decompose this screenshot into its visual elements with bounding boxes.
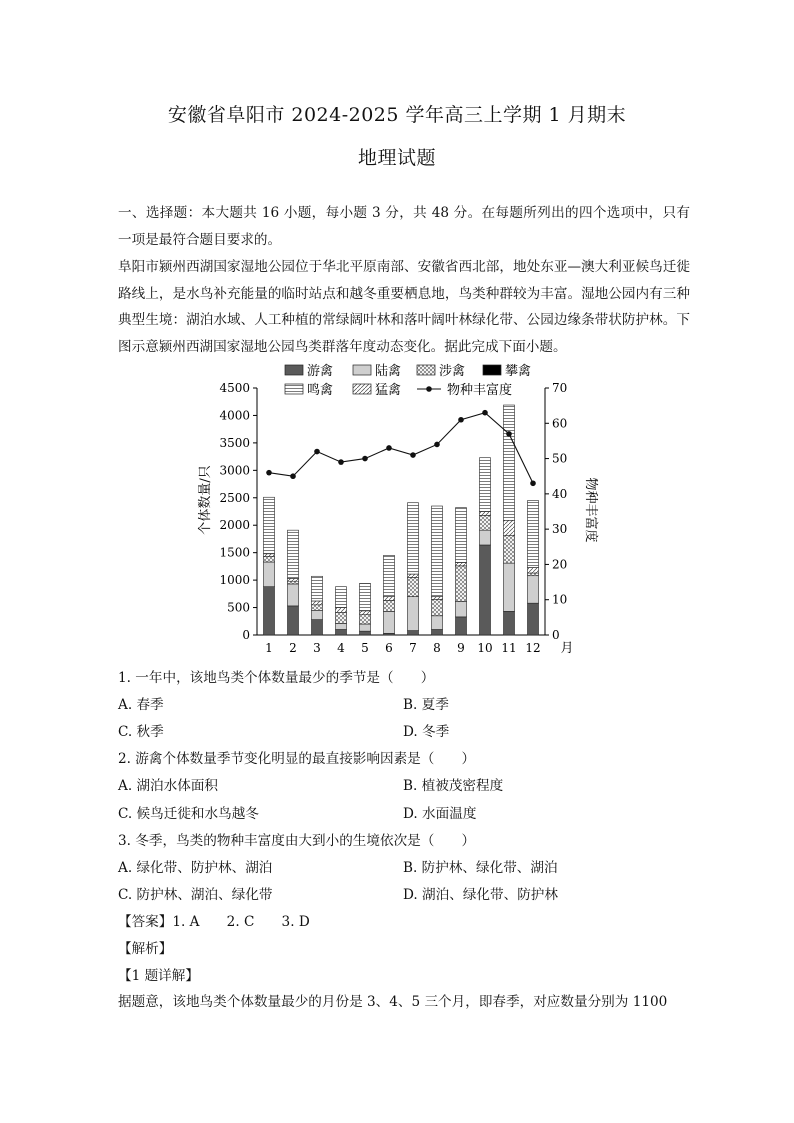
bar-segment xyxy=(288,584,299,606)
bar-segment xyxy=(336,612,347,623)
bar-segment xyxy=(432,630,443,635)
section-intro: 一、选择题：本大题共 16 小题，每小题 3 分，共 48 分。在每题所列出的四个选项中，只有一项是最符合题目要求的。 xyxy=(118,205,690,248)
bar-segment xyxy=(288,606,299,635)
bird-dynamics-chart xyxy=(185,360,615,660)
y-tick-label: 4000 xyxy=(219,408,250,423)
bar-segment xyxy=(312,605,323,610)
title-line-1: 安徽省阜阳市 2024-2025 学年高三上学期 1 月期末 xyxy=(167,104,627,126)
x-axis-label: 月 xyxy=(560,641,574,656)
bar-segment xyxy=(504,520,515,535)
bar-segment xyxy=(528,567,539,572)
x-tick-label: 8 xyxy=(433,641,441,655)
bar-segment xyxy=(360,615,371,624)
bar-segment xyxy=(408,597,419,631)
y2-tick-label: 50 xyxy=(552,451,568,466)
question-3-stem: 3. 冬季，鸟类的物种丰富度由大到小的生境依次是（ ） xyxy=(118,833,476,849)
bar-segment xyxy=(408,503,419,574)
richness-point xyxy=(338,459,344,465)
passage: 阜阳市颍州西湖国家湿地公园位于华北平原南部、安徽省西北部，地处东亚—澳大利亚候鸟迁徙路线上，是水鸟补充能量的临时站点和越冬重要栖息地，鸟类种群较为丰富。湿地公园内有三种典型生境：湖泊水域、人工种植的常绿阔叶林和落叶阔叶林绿化带、公园边缘条带状防护林。下图示意颍州西湖国家湿地公园鸟类群落年度动态变化。据此完成下面小题。 xyxy=(118,259,690,355)
y-tick-label: 500 xyxy=(227,600,250,615)
bar-segment xyxy=(312,610,323,619)
richness-point xyxy=(266,470,272,476)
bar-segment xyxy=(264,557,275,562)
richness-line xyxy=(269,413,533,484)
x-tick-label: 5 xyxy=(361,641,369,655)
legend-swatch xyxy=(285,365,303,375)
richness-point xyxy=(506,431,512,437)
bar-segment xyxy=(432,616,443,630)
bar-segment xyxy=(504,563,515,611)
legend-label: 鸣禽 xyxy=(307,383,334,398)
legend-label: 物种丰富度 xyxy=(447,383,513,398)
bar-segment xyxy=(360,624,371,631)
bar-segment xyxy=(480,515,491,530)
x-tick-label: 3 xyxy=(313,641,321,655)
legend-line-marker xyxy=(426,386,432,392)
richness-point xyxy=(290,473,296,479)
bar-segment xyxy=(480,458,491,512)
chart-legend xyxy=(285,363,531,398)
y2-tick-label: 20 xyxy=(552,557,568,572)
x-tick-label: 4 xyxy=(337,641,345,655)
bar-segment xyxy=(360,583,371,610)
bar-segment xyxy=(504,405,515,520)
y2-tick-label: 70 xyxy=(552,381,568,395)
bar-segment xyxy=(312,601,323,605)
legend-swatch xyxy=(353,384,371,394)
legend-swatch xyxy=(417,365,435,375)
bar-segment xyxy=(432,506,443,597)
bar-segment xyxy=(408,574,419,577)
bar-segment xyxy=(432,599,443,615)
legend-label: 陆禽 xyxy=(375,364,402,379)
richness-point xyxy=(410,452,416,458)
bar-segment xyxy=(480,530,491,545)
y2-axis-label: 物种丰富度 xyxy=(583,477,598,543)
bar-segment xyxy=(336,623,347,629)
x-tick-label: 6 xyxy=(385,641,393,655)
richness-point xyxy=(482,410,488,416)
legend-swatch xyxy=(285,384,303,394)
bar-segment xyxy=(288,530,299,578)
bar-segment xyxy=(264,587,275,635)
bar-segment xyxy=(384,597,395,601)
y-tick-label: 4500 xyxy=(219,381,250,395)
richness-point xyxy=(314,449,320,455)
richness-point xyxy=(434,442,440,448)
x-tick-label: 9 xyxy=(457,641,465,655)
bar-segment xyxy=(456,508,467,563)
x-tick-label: 12 xyxy=(525,641,541,655)
y-tick-label: 2000 xyxy=(219,518,250,533)
title-line-2: 地理试题 xyxy=(357,147,436,169)
bar-segment xyxy=(504,611,515,635)
bar-segment xyxy=(408,577,419,596)
bar-segment xyxy=(456,617,467,635)
y-tick-label: 0 xyxy=(242,628,250,642)
y-tick-label: 3500 xyxy=(219,435,250,450)
bar-segment xyxy=(336,630,347,635)
bar-segment xyxy=(432,597,443,600)
x-tick-label: 10 xyxy=(477,641,493,655)
y2-tick-label: 0 xyxy=(552,628,560,642)
q3-option-a: A. 绿化带、防护林、湖泊 xyxy=(118,860,273,876)
bar-segment xyxy=(456,566,467,602)
question-2-stem: 2. 游禽个体数量季节变化明显的最直接影响因素是（ ） xyxy=(118,751,476,767)
y-tick-label: 2500 xyxy=(219,490,250,505)
legend-label: 猛禽 xyxy=(375,383,402,398)
bar-segment xyxy=(528,501,539,568)
bar-segment xyxy=(480,512,491,516)
q2-option-b: B. 植被茂密程度 xyxy=(403,778,504,794)
legend-label: 攀禽 xyxy=(505,364,532,379)
richness-point xyxy=(362,456,368,462)
x-tick-label: 7 xyxy=(409,641,417,655)
x-tick-label: 1 xyxy=(265,641,273,655)
bar-segment xyxy=(360,611,371,615)
q3-option-b: B. 防护林、绿化带、湖泊 xyxy=(403,860,558,876)
bar-segment xyxy=(264,562,275,587)
q2-option-c: C. 候鸟迁徙和水鸟越冬 xyxy=(118,806,259,822)
q2-option-d: D. 水面温度 xyxy=(403,806,477,822)
bar-segment xyxy=(360,631,371,635)
q1-option-c: C. 秋季 xyxy=(118,724,164,740)
y2-tick-label: 30 xyxy=(552,522,568,537)
bar-segment xyxy=(288,581,299,584)
legend-swatch xyxy=(483,365,501,375)
bar-segment xyxy=(456,602,467,617)
analysis-heading: 【解析】 xyxy=(118,941,173,957)
y-tick-label: 1500 xyxy=(219,545,250,560)
y-tick-label: 1000 xyxy=(219,573,250,588)
bar-segment xyxy=(528,576,539,603)
q1-option-b: B. 夏季 xyxy=(403,697,449,713)
bar-segment xyxy=(384,600,395,611)
y-axis-label: 个体数量/只 xyxy=(198,465,213,535)
legend-label: 涉禽 xyxy=(439,364,466,379)
bar-segment xyxy=(264,554,275,557)
bar-segment xyxy=(480,545,491,635)
y-tick-label: 3000 xyxy=(219,463,250,478)
bar-segment xyxy=(528,573,539,576)
bar-segment xyxy=(384,611,395,633)
bar-segment xyxy=(288,578,299,581)
q1-option-d: D. 冬季 xyxy=(403,724,450,740)
question-1-stem: 1. 一年中，该地鸟类个体数量最少的季节是（ ） xyxy=(118,670,435,686)
x-tick-label: 11 xyxy=(501,641,517,655)
answer-line: 【答案】1. A 2. C 3. D xyxy=(118,914,310,930)
q3-option-d: D. 湖泊、绿化带、防护林 xyxy=(403,887,558,903)
richness-point xyxy=(530,480,536,486)
q1-option-a: A. 春季 xyxy=(118,697,164,713)
bar-segment xyxy=(528,603,539,635)
bar-segment xyxy=(264,497,275,554)
bar-segment xyxy=(504,536,515,563)
legend-swatch xyxy=(353,365,371,375)
detail-text: 据题意，该地鸟类个体数量最少的月份是 3、4、5 三个月，即春季，对应数量分别为 1100 xyxy=(118,994,668,1010)
y2-tick-label: 60 xyxy=(552,416,568,431)
bar-segment xyxy=(312,620,323,635)
detail-heading: 【1 题详解】 xyxy=(118,968,199,984)
y2-tick-label: 10 xyxy=(552,592,568,607)
q3-option-c: C. 防护林、湖泊、绿化带 xyxy=(118,887,273,903)
y2-tick-label: 40 xyxy=(552,486,568,501)
bar-segment xyxy=(456,563,467,566)
bar-segment xyxy=(336,608,347,613)
legend-label: 游禽 xyxy=(307,364,334,379)
bar-segment xyxy=(384,555,395,596)
bar-segment xyxy=(312,576,323,601)
richness-point xyxy=(386,445,392,451)
q2-option-a: A. 湖泊水体面积 xyxy=(118,778,219,794)
x-tick-label: 2 xyxy=(289,641,297,655)
bar-segment xyxy=(408,631,419,635)
richness-point xyxy=(458,417,464,423)
bar-segment xyxy=(336,587,347,608)
